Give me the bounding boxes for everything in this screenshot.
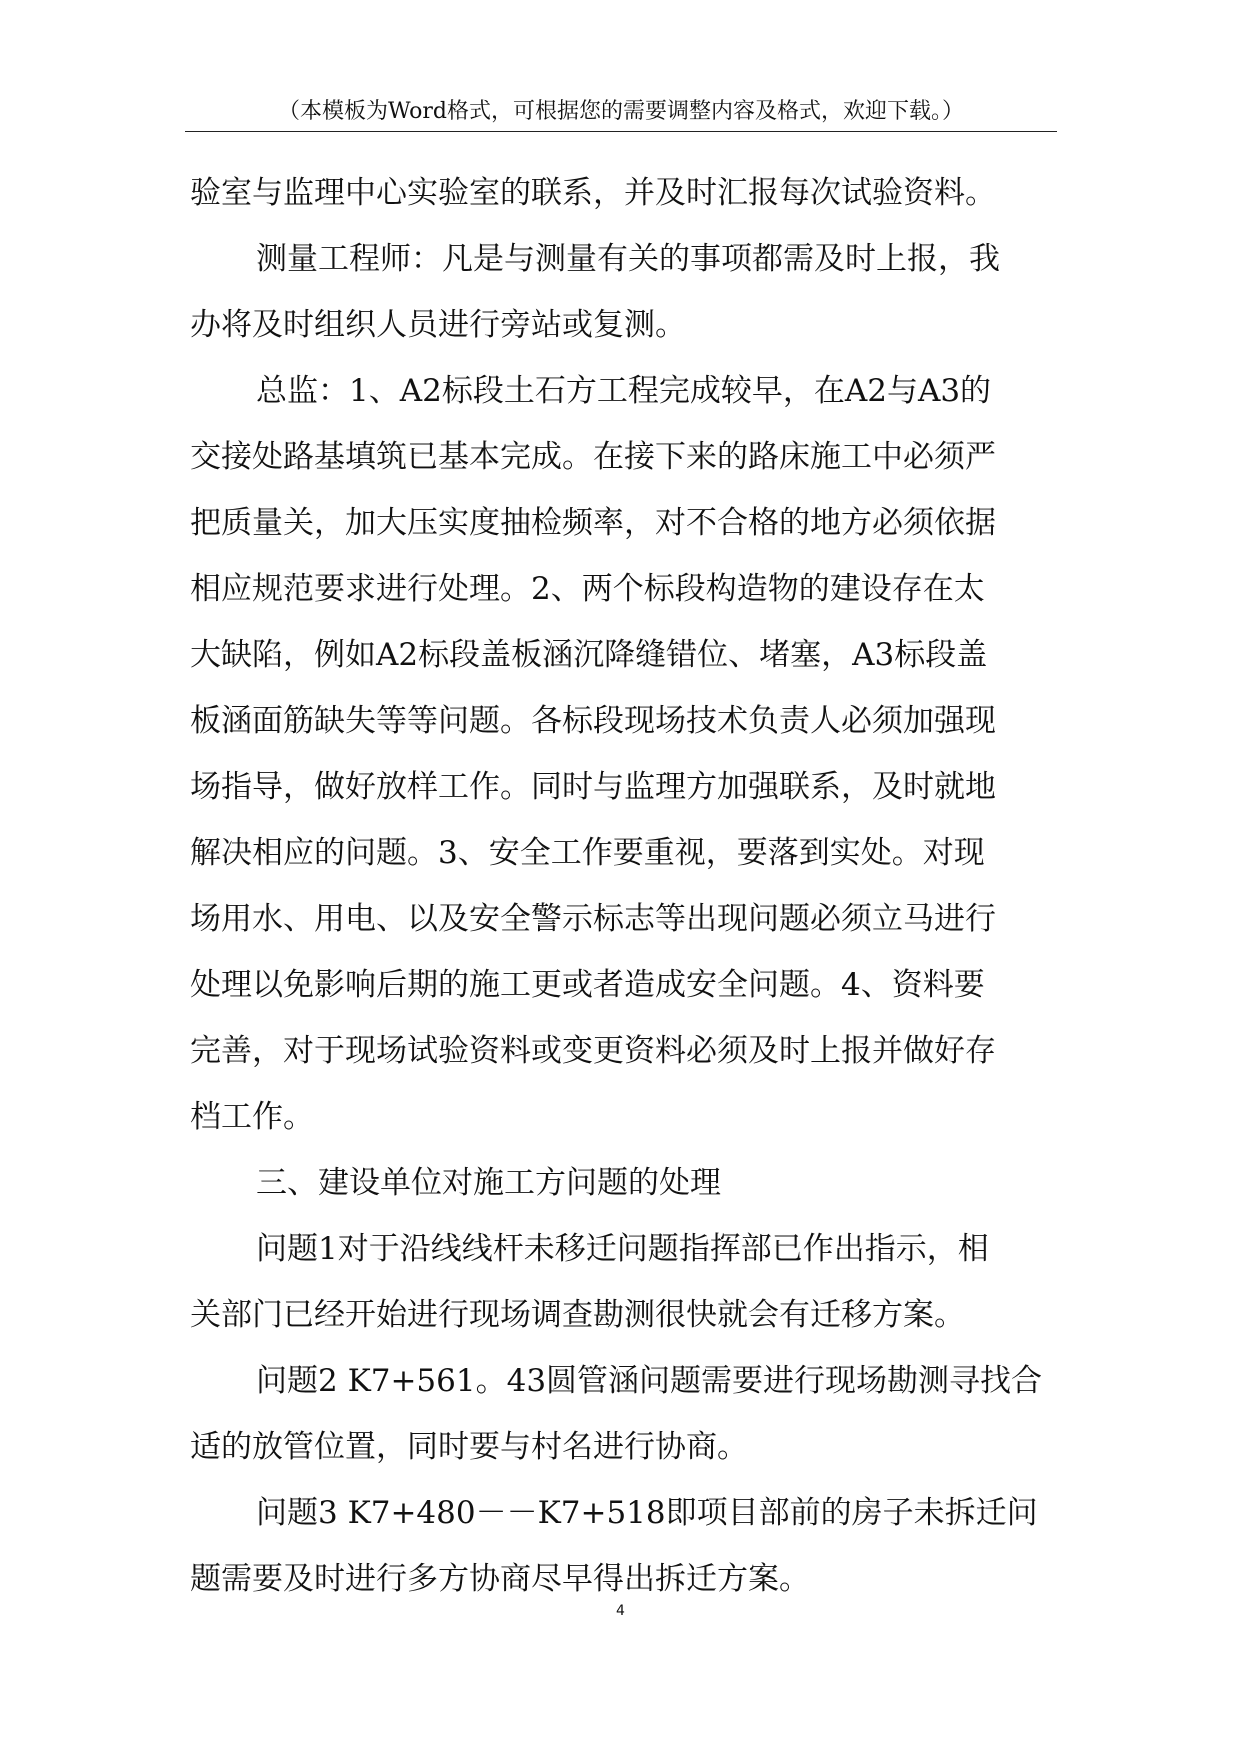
text-line: 题需要及时进行多方协商尽早得出拆迁方案。 [190, 1561, 810, 1597]
text-line: 问题1对于沿线线杆未移迁问题指挥部已作出指示，相 [256, 1231, 989, 1267]
text-line: 相应规范要求进行处理。2、两个标段构造物的建设存在太 [190, 571, 985, 607]
text-line: 办将及时组织人员进行旁站或复测。 [190, 307, 686, 343]
header-divider [185, 131, 1057, 132]
section-heading: 三、建设单位对施工方问题的处理 [256, 1165, 721, 1201]
text-line: 总监：1、A2标段土石方工程完成较早，在A2与A3的 [256, 373, 992, 409]
text-line: 大缺陷，例如A2标段盖板涵沉降缝错位、堵塞，A3标段盖 [190, 637, 988, 673]
template-notice-header: （本模板为Word格式，可根据您的需要调整内容及格式，欢迎下载。） [278, 99, 964, 124]
text-line: 问题3 K7+480－－K7+518即项目部前的房子未拆迁问 [256, 1495, 1038, 1531]
text-line: 完善，对于现场试验资料或变更资料必须及时上报并做好存 [190, 1033, 996, 1069]
text-line: 验室与监理中心实验室的联系，并及时汇报每次试验资料。 [190, 175, 996, 211]
text-line: 关部门已经开始进行现场调查勘测很快就会有迁移方案。 [190, 1297, 965, 1333]
text-line: 处理以免影响后期的施工更或者造成安全问题。4、资料要 [190, 967, 985, 1003]
text-line: 问题2 K7+561。43圆管涵问题需要进行现场勘测寻找合 [256, 1363, 1043, 1399]
text-line: 测量工程师：凡是与测量有关的事项都需及时上报，我 [256, 241, 1000, 277]
text-line: 适的放管位置，同时要与村名进行协商。 [190, 1429, 748, 1465]
text-line: 档工作。 [190, 1099, 314, 1135]
text-line: 把质量关，加大压实度抽检频率，对不合格的地方必须依据 [190, 505, 996, 541]
text-line: 交接处路基填筑已基本完成。在接下来的路床施工中必须严 [190, 439, 996, 475]
text-line: 解决相应的问题。3、安全工作要重视，要落到实处。对现 [190, 835, 985, 871]
page-number: 4 [616, 1603, 625, 1619]
text-line: 板涵面筋缺失等等问题。各标段现场技术负责人必须加强现 [190, 703, 996, 739]
text-line: 场指导，做好放样工作。同时与监理方加强联系，及时就地 [190, 769, 996, 805]
document-body [190, 160, 1070, 1612]
text-line: 场用水、用电、以及安全警示标志等出现问题必须立马进行 [190, 901, 996, 937]
